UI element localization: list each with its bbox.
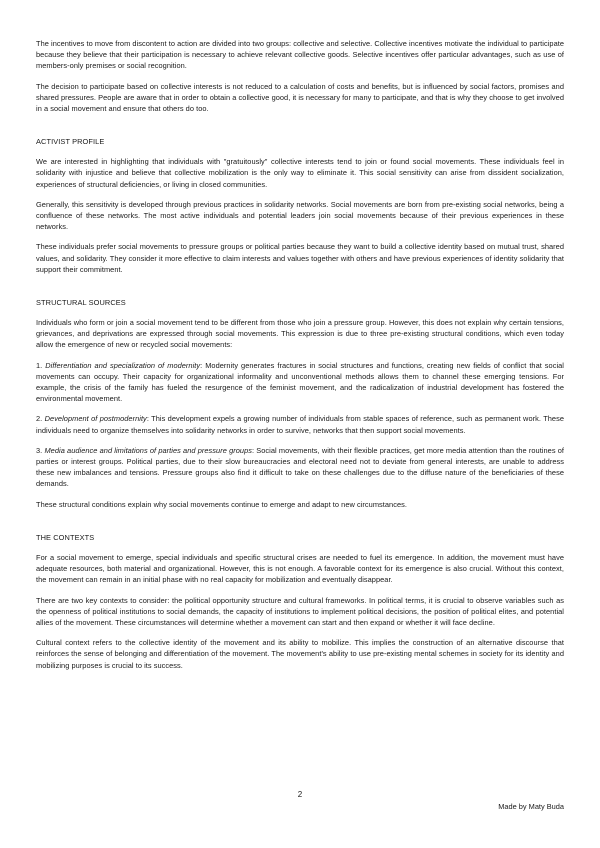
item-title: Development of postmodernity — [44, 414, 147, 424]
contexts-paragraph-3: Cultural context refers to the collective identity of the movement and its ability to mobilize. This implies the construction of an alternative discourse that reinforces the sense of belonging and differentiation of the movement. The movement's ability to use pre-existing mental schemes in society for its identity and mobilizing purposes is crucial to its success. — [36, 638, 564, 670]
intro-paragraph-1: The incentives to move from discontent to action are divided into two groups: collective and selective. Collective incentives motivate the individual to participate because they believe that their participation is necessary to achieve relevant collective goods. Selective incentives offer particular advantages, such as use of members-only premises or social recognition. — [36, 39, 564, 71]
activist-profile-paragraph-1: We are interested in highlighting that individuals with "gratuitously" collective interests tend to join or found social movements. These individuals feel in solidarity with injustice and believe that collective mobilization is the only way to eliminate it. This social sensitivity can arise from dissident socialization, experiences of structural deficiencies, or living in closed communities. — [36, 157, 564, 189]
item-text: : Modernity generates fractures in social structures and functions, creating new fields of conflict that social movements can occupy. Their capacity for organizational informality and unconventional methods allows them to channel these emerging tensions. For example, the crisis of the family has fueled the resurgence of the feminist movement, and the radicalization of industrial development has fostered the environmental movement. — [36, 360, 564, 404]
page-number: 2 — [297, 790, 303, 799]
contexts-paragraph-2: There are two key contexts to consider: the political opportunity structure and cultural frameworks. In political terms, it is crucial to observe variables such as the openness of political institutions to social demands, the capacity of institutions to implement political decisions, the position of political elites, and potential allies of the movement. These circumstances will determine whether a movement can start and then expand or whether it will face decline. — [36, 595, 564, 627]
structural-condition-item-1 — [36, 360, 564, 405]
structural-sources-intro: Individuals who form or join a social movement tend to be different from those who join a pressure group. However, this does not explain why certain tensions, grievances, and deprivations are expressed through social movements. This expression is due to three pre-existing structural conditions, which even today allow the emergence of new or recycled social movements: — [36, 318, 564, 350]
intro-section — [36, 38, 564, 114]
contexts-section — [36, 532, 564, 671]
contexts-paragraph-1: For a social movement to emerge, special individuals and specific structural crises are needed to fuel its emergence. In addition, the movement must have adequate resources, both material and organizational. However, this is not enough. A favorable context for its emergence is also crucial. Without this context, the movement can remain in an initial phase with no real capacity for mobilization and eventually disappear. — [36, 552, 564, 585]
item-number: 3. — [36, 445, 43, 455]
structural-condition-item-2 — [36, 413, 564, 435]
document-page — [36, 38, 564, 680]
intro-paragraph-2: The decision to participate based on collective interests is not reduced to a calculation of costs and benefits, but is influenced by social factors, promises and shared pressures. People are aware that in order to obtain a collective good, it is necessary for many to participate, and that is why they choose to get involved in a social movement and ensure that others do too. — [36, 81, 564, 114]
section-heading-contexts: THE CONTEXTS — [36, 532, 95, 542]
item-title: Media audience and limitations of parties and pressure groups — [44, 445, 252, 455]
activist-profile-paragraph-3: These individuals prefer social movements to pressure groups or political parties because they want to build a collective identity based on mutual trust, shared values, and solidarity. They consider it more effective to claim interests and values together with others and have previous experiences of identity solidarity that support their commitment. — [36, 242, 564, 274]
activist-profile-paragraph-2: Generally, this sensitivity is developed through previous practices in solidarity networks. Social movements are born from pre-existing social networks, being a confluence of these networks. The most active individuals and potential leaders join social movements because of their previous experiences in these networks. — [36, 199, 564, 232]
structural-sources-section — [36, 297, 564, 510]
structural-condition-item-3 — [36, 445, 564, 490]
structural-sources-closing: These structural conditions explain why social movements continue to emerge and adapt to new circumstances. — [36, 499, 407, 509]
item-title: Differentiation and specialization of modernity — [45, 360, 201, 370]
item-text: : This development expels a growing number of individuals from stable spaces of reference, such as permanent work. These individuals need to organize themselves into solidarity networks in order to survive, networks that then support social movements. — [36, 414, 564, 435]
section-heading-structural-sources: STRUCTURAL SOURCES — [36, 298, 126, 308]
item-text: : Social movements, with their flexible practices, get more media attention than the routines of parties or interest groups. Political parties, due to their slow bureaucracies and electoral need not to deviate from general interests, are unable to address these new imbalances and tensions. Pressure groups also find it difficult to take on these challenges due to the diffuse nature of the beneficiaries of these demands. — [36, 445, 565, 489]
item-number: 1. — [36, 360, 43, 370]
item-number: 2. — [36, 414, 43, 424]
section-heading-activist-profile: ACTIVIST PROFILE — [36, 137, 105, 147]
footer-credit: Made by Maty Buda — [498, 802, 564, 811]
activist-profile-section — [36, 136, 564, 275]
